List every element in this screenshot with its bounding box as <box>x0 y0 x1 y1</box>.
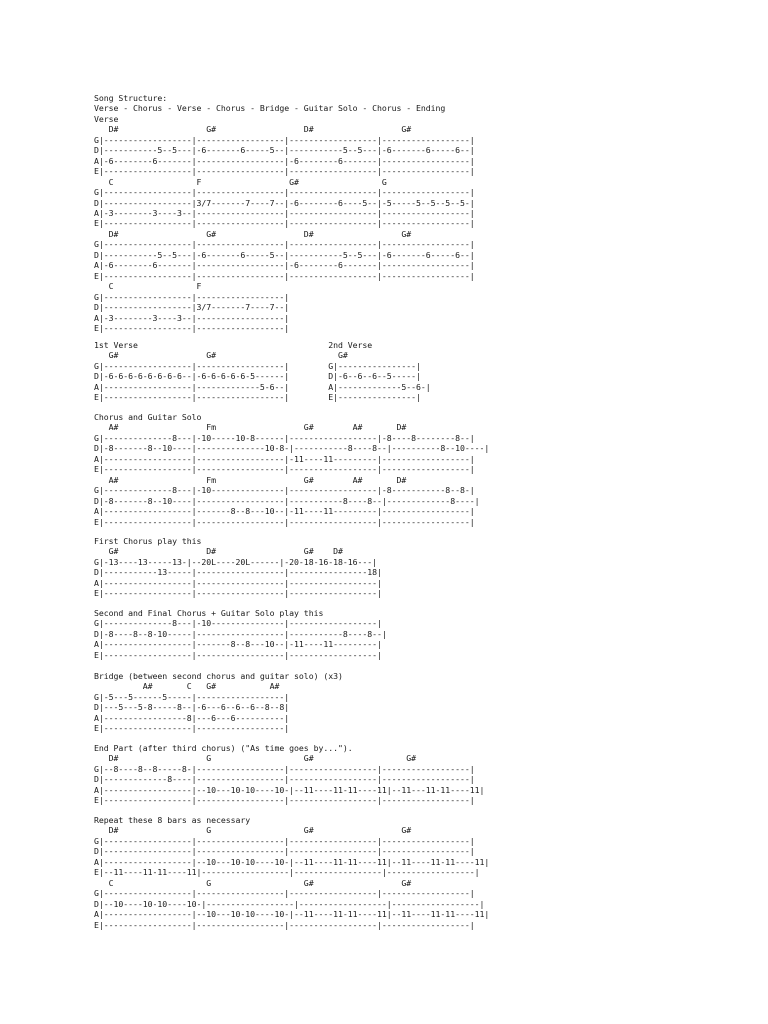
second-chorus-section: Second and Final Chorus + Guitar Solo play this G|--------------8---|-10---------------|------------------| D|-8----8--8-10-----|------------------|-----------8----8--| A|------------------|-------8--8---10--|-11----11---------| E|------------------|------------------|------------------| <box>94 608 387 660</box>
repeat-section: Repeat these 8 bars as necessary D# G G# G# G|------------------|------------------|------------------|------------------| D|------------------|------------------|------------------|------------------| A|------------------|--10---10-10----10-|--11----11-11----11|--11----11-11----11| E|--11----11-11----11|------------------|------------------|------------------| C G G# G# G|------------------|------------------|------------------|------------------| D|--10----10-10----10-|------------------|------------------|------------------| A|------------------|--10---10-10----10-|--11----11-11----11|--11----11-11----11| E|------------------|------------------|------------------|------------------| <box>94 815 490 930</box>
verses-section: 1st Verse 2nd Verse G# G# G# G|------------------|------------------| G|----------------| D|-6-6-6-6-6-6-6-6--|-6-6-6-6-6-5------| D|-6--6--6--5-----| A|------------------|-------------5-6--| A|-------------5--6-| E|------------------|------------------| E|----------------| <box>94 340 431 403</box>
chorus-guitar-solo-section: Chorus and Guitar Solo A# Fm G# A# D# G|--------------8---|-10-----10-8------|------------------|-8----8--------8--| D|-8-------8--10----|--------------10-8-|-----------8----8--|----------8--10----| A|------------------|------------------|-11----11---------|------------------| E|------------------|------------------|------------------|------------------| A# Fm G# A# D# G|--------------8---|-10---------------|------------------|-8-----------8--8-| D|-8-------8--10----|------------------|-----------8----8--|-------------8----| A|------------------|-------8--8---10--|-11----11---------|------------------| E|------------------|------------------|------------------|------------------| <box>94 412 490 527</box>
end-part-section: End Part (after third chorus) ("As time goes by..."). D# G G# G# G|--8----8--8-----8-|------------------|------------------|------------------| D|-------------8----|------------------|------------------|------------------| A|------------------|--10---10-10----10-|--11----11-11----11|--11---11-11----11| E|------------------|------------------|------------------|------------------| <box>94 743 485 806</box>
first-chorus-section: First Chorus play this G# D# G# D# G|-13----13-----13-|--20L----20L------|-20-18-16-18-16---| D|-----------13-----|------------------|----------------18| A|------------------|------------------|------------------| E|------------------|------------------|------------------| <box>94 536 382 599</box>
song-structure-section: Song Structure: Verse - Chorus - Verse - Chorus - Bridge - Guitar Solo - Chorus - Ending Verse D# G# D# G# G|------------------|------------------|------------------|------------------| D|-----------5--5---|-6-------6-----5--|-----------5--5---|-6-------6-----6--| A|-6--------6-------|------------------|-6--------6-------|------------------| E|------------------|------------------|------------------|------------------| C F G# G G|------------------|------------------|------------------|------------------| D|------------------|3/7-------7----7--|-6--------6----5--|-5-----5--5--5--5-| A|-3--------3----3--|------------------|------------------|------------------| E|------------------|------------------|------------------|------------------| D# G# D# G# G|------------------|------------------|------------------|------------------| D|-----------5--5---|-6-------6-----5--|-----------5--5---|-6-------6-----6--| A|-6--------6-------|------------------|-6--------6-------|------------------| E|------------------|------------------|------------------|------------------| C F G|------------------|------------------| D|------------------|3/7-------7----7--| A|-3--------3----3--|------------------| E|------------------|------------------| <box>94 93 475 333</box>
bridge-section: Bridge (between second chorus and guitar solo) (x3) A# C G# A# G|-5---5------5-----|------------------| D|---5---5-8-----8--|-6---6--6--6--8--8| A|-----------------8|---6---6----------| E|------------------|------------------| <box>94 671 343 734</box>
